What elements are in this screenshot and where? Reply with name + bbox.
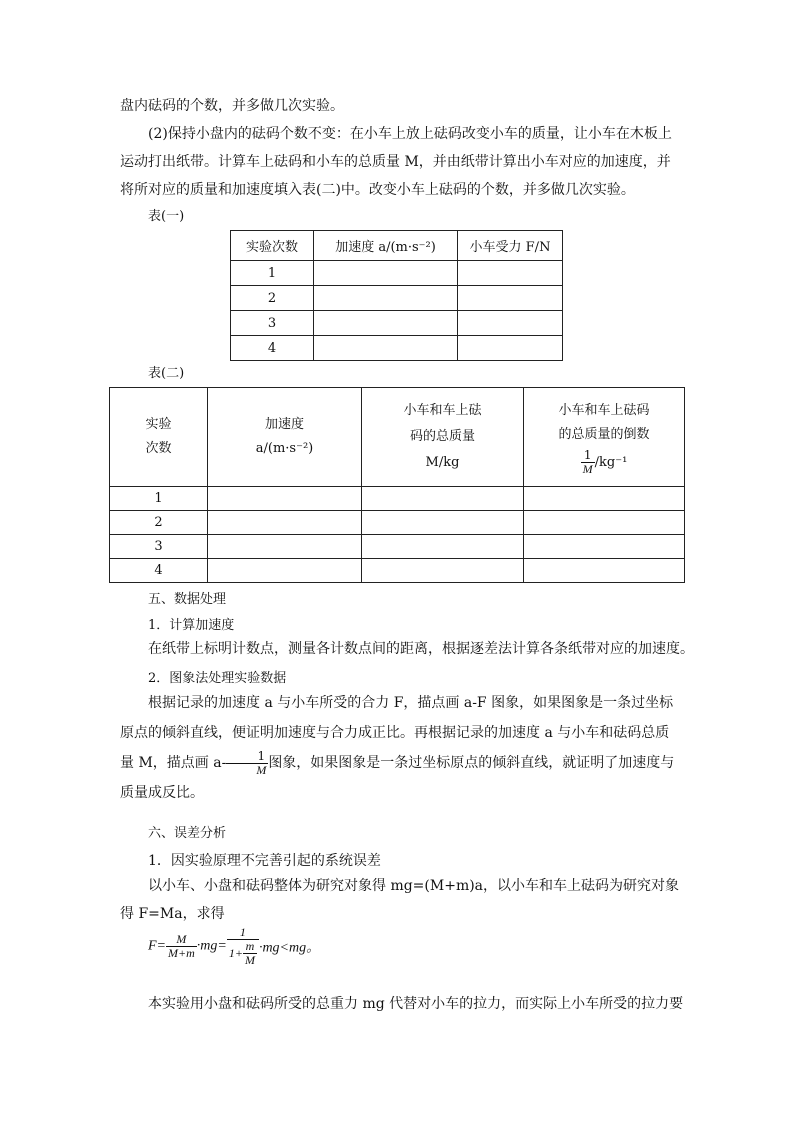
table2-header-inverse-line1: 小车和车上砝码 [558,402,650,418]
table2-header-trial [110,388,208,487]
section-6-item-1-text-2: 本实验用小盘和砝码所受的总重力 mg 代替对小车的拉力，而实际上小车所受的拉力要 [148,996,684,1012]
table2-row-index: 3 [110,535,208,559]
paragraph-step-2: (2)保持小盘内的砝码个数不变：在小车上放上砝码改变小车的质量，让小车在木板上运动打出纸带。计算车上砝码和小车的总质量 M，并由纸带计算出小车对应的加速度，并将所对应的质量和加速度填入表(二)中。改变小车上砝码的个数，并多做几次实验。 [120,126,672,198]
equation-fraction-2 [227,926,259,967]
paragraph-continuation: 盘内砝码的个数，并多做几次实验。 [120,98,344,114]
table2-cell [362,487,524,511]
table2-header-mass [362,388,524,487]
table1-cell [314,261,458,286]
table2-row-index: 4 [110,559,208,583]
equation-lhs: F= [148,938,166,954]
table2-header-mass-line3: M/kg [425,455,460,470]
graph-method-text-a: 根据记录的加速度 a 与小车所受的合力 F，描点画 a-F 图象，如果图象是一条过坐标原点的倾斜直线，便证明加速度与合力成正比。再根据记录的加速度 a 与小车和砝码总质量 M，描点画 a- [120,695,674,771]
inverse-mass-fraction-inline [226,750,268,777]
table2-header-trial-line2: 次数 [145,441,172,456]
equation-fraction-1 [166,933,197,960]
fraction-denominator: M [256,762,267,777]
table1-header-force: 小车受力 F/N [458,231,563,261]
fraction-numerator: 1 [226,750,268,764]
table1-header-trial: 实验次数 [231,231,314,261]
section-6-item-1: 1．因实验原理不完善引起的系统误差 [148,853,381,869]
table1-cell [314,336,458,361]
table2-cell [524,535,685,559]
table1-title: 表(一) [148,209,185,224]
inverse-mass-fraction [581,449,595,476]
table1-row-index: 4 [231,336,314,361]
table1-cell [314,311,458,336]
equation-middle: ·mg= [196,938,227,954]
table2-cell [362,535,524,559]
table1-cell [458,261,563,286]
table2-cell [208,487,362,511]
fraction-numerator: M [166,933,197,947]
table2-header-inverse-line2: 的总质量的倒数 [558,426,650,442]
table1-cell [458,286,563,311]
force-equation [148,926,320,967]
table2-cell [208,559,362,583]
table1-row-index: 1 [231,261,314,286]
section-5-item-1: 1．计算加速度 [148,618,235,633]
table1-row-index: 3 [231,311,314,336]
section-5-item-1-text: 在纸带上标明计数点，测量各计数点间的距离，根据逐差法计算各条纸带对应的加速度。 [148,641,694,657]
section-6-title: 六、误差分析 [148,826,227,841]
nested-fraction [243,940,257,967]
graph-method-text-b: 图象，如果图象是一条过坐标原点的倾斜直线，就证明了加速度与质量成反比。 [120,755,675,801]
fraction-denominator: M+m [168,946,195,960]
fraction-numerator: m [243,940,257,954]
table2-row-index: 2 [110,511,208,535]
table2-header-inverse-mass [524,388,685,487]
fraction-denominator: M [244,953,255,967]
table2-row-index: 1 [110,487,208,511]
table2-cell [524,559,685,583]
table2-cell [208,511,362,535]
table2-cell [362,559,524,583]
section-5-title: 五、数据处理 [148,592,227,607]
table1-cell [314,286,458,311]
table2-cell [362,511,524,535]
table2-cell [524,511,685,535]
table1-cell [458,311,563,336]
table2-header-mass-line1: 小车和车上砝 [403,403,482,418]
table2-header-mass-line2: 码的总质量 [409,429,475,444]
denominator-prefix: 1+ [228,946,243,960]
section-6-item-1-text: 以小车、小盘和砝码整体为研究对象得 mg=(M+m)a，以小车和车上砝码为研究对象得 F=Ma，求得 [120,878,680,922]
table1-cell [458,336,563,361]
fraction-denominator [227,940,259,967]
table2-header-acceleration-line1: 加速度 [264,417,304,432]
table2-cell [524,487,685,511]
table2-cell [208,535,362,559]
table-1 [230,230,563,361]
fraction-numerator: 1 [227,926,259,940]
table-2 [109,387,685,583]
table2-title: 表(二) [148,366,185,381]
section-5-item-2-text [120,688,680,808]
section-5-item-2: 2．图象法处理实验数据 [148,671,287,686]
inverse-mass-unit: /kg⁻¹ [594,454,628,470]
table2-header-acceleration-line2: a/(m·s⁻²) [255,441,314,456]
table1-row-index: 2 [231,286,314,311]
table2-header-acceleration [208,388,362,487]
table2-header-trial-line1: 实验 [145,417,172,432]
fraction-numerator: 1 [581,449,595,463]
equation-rhs: ·mg<mg。 [258,940,321,956]
fraction-denominator: M [582,461,593,476]
table1-header-acceleration: 加速度 a/(m·s⁻²) [314,231,458,261]
